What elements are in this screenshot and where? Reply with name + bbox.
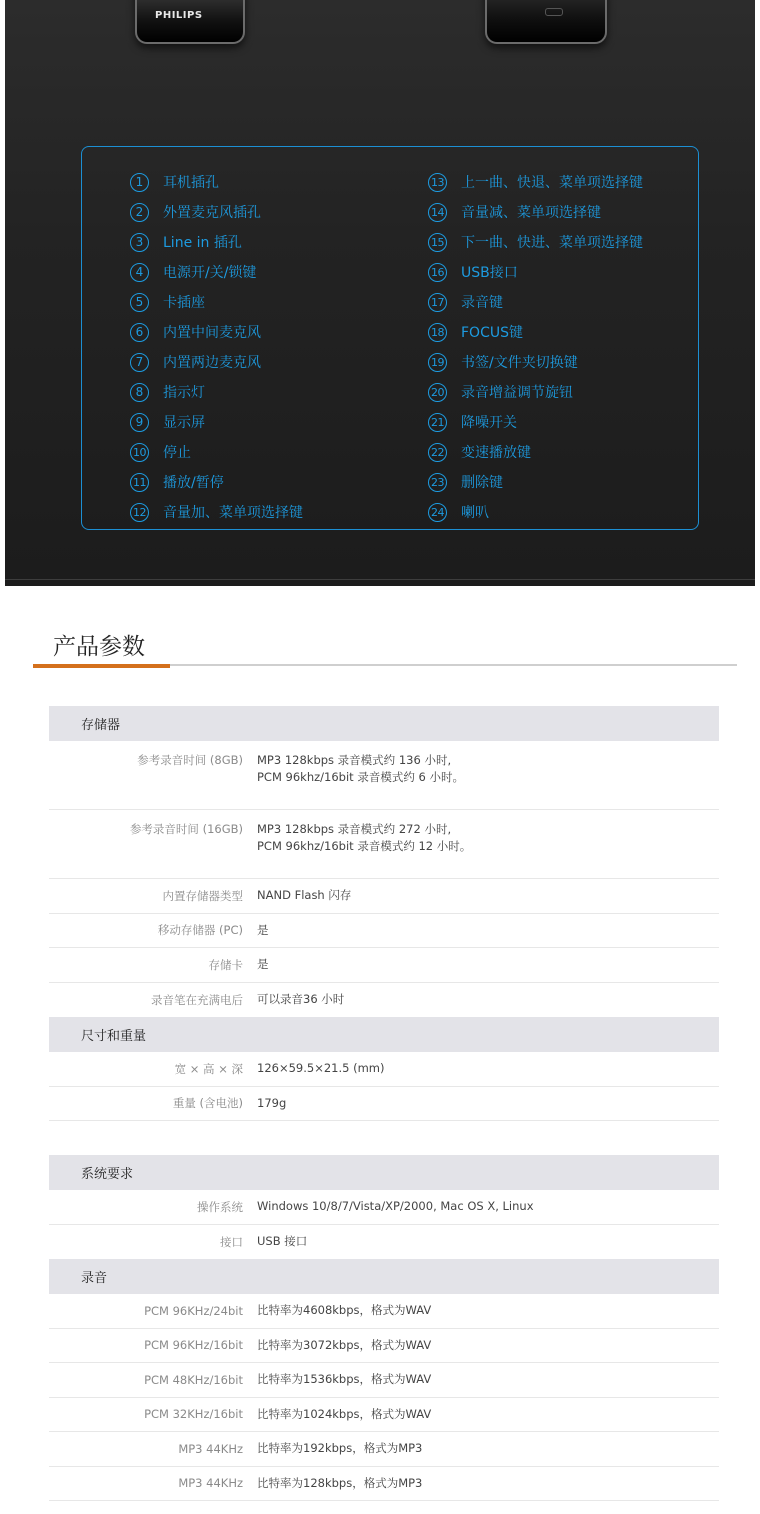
legend-number: 22: [428, 443, 447, 462]
legend-number: 1: [130, 173, 149, 192]
section-spacer: [49, 1121, 719, 1155]
spec-label: 内置存储器类型: [162, 888, 243, 903]
spec-value: 可以录音36 小时: [257, 992, 345, 1007]
legend-label: 下一曲、快进、菜单项选择键: [461, 235, 643, 251]
legend-item: [130, 197, 303, 227]
spec-label: 接口: [220, 1234, 243, 1249]
device-brand-label: PHILIPS: [155, 10, 203, 21]
spec-row: [49, 741, 719, 810]
legend-item: [428, 317, 643, 347]
spec-value: 是: [257, 957, 269, 972]
legend-item: [428, 257, 643, 287]
legend-number: 8: [130, 383, 149, 402]
legend-label: 变速播放键: [461, 445, 531, 461]
legend-number: 19: [428, 353, 447, 372]
legend-item: [428, 407, 643, 437]
spec-value: MP3 128kbps 录音模式约 272 小时, PCM 96khz/16bit 录音模式约 12 小时。: [257, 822, 472, 853]
legend-number: 2: [130, 203, 149, 222]
spec-label: PCM 96KHz/16bit: [144, 1338, 243, 1353]
legend-item: [428, 167, 643, 197]
spec-value: MP3 128kbps 录音模式约 136 小时, PCM 96khz/16bit 录音模式约 6 小时。: [257, 753, 464, 784]
legend-number: 16: [428, 263, 447, 282]
legend-label: FOCUS键: [461, 325, 523, 341]
title-accent-bar: [33, 664, 170, 668]
legend-number: 4: [130, 263, 149, 282]
spec-row: [49, 1190, 719, 1225]
device-port-shape: [545, 8, 563, 16]
legend-item: [428, 227, 643, 257]
spec-row: [49, 983, 719, 1018]
spec-row: [49, 810, 719, 879]
spec-row: [49, 1225, 719, 1260]
legend-label: 音量减、菜单项选择键: [461, 205, 601, 221]
legend-item: [130, 467, 303, 497]
spec-label: 宽 × 高 × 深: [174, 1061, 243, 1076]
legend-number: 5: [130, 293, 149, 312]
spec-row: [49, 1398, 719, 1433]
specs-title: 产品参数: [53, 634, 145, 660]
spec-row: [49, 1052, 719, 1087]
legend-item: [130, 437, 303, 467]
legend-label: 删除键: [461, 475, 503, 491]
legend-column-right: [428, 167, 643, 527]
legend-item: [130, 407, 303, 437]
legend-item: [428, 197, 643, 227]
legend-label: 喇叭: [461, 505, 489, 521]
spec-value: NAND Flash 闪存: [257, 888, 352, 903]
legend-number: 18: [428, 323, 447, 342]
legend-item: [428, 467, 643, 497]
legend-item: [130, 257, 303, 287]
parts-legend: [81, 146, 699, 530]
spec-value: 126×59.5×21.5 (mm): [257, 1061, 385, 1076]
legend-label: 卡插座: [163, 295, 205, 311]
product-diagram-panel: [5, 0, 755, 586]
legend-number: 20: [428, 383, 447, 402]
legend-item: [130, 377, 303, 407]
legend-item: [428, 437, 643, 467]
legend-label: 内置两边麦克风: [163, 355, 261, 371]
legend-label: 书签/文件夹切换键: [461, 355, 578, 371]
spec-label: PCM 32KHz/16bit: [144, 1407, 243, 1422]
legend-number: 24: [428, 503, 447, 522]
spec-value: Windows 10/8/7/Vista/XP/2000, Mac OS X, Linux: [257, 1199, 534, 1214]
spec-label: 移动存储器 (PC): [157, 923, 243, 938]
legend-item: [130, 497, 303, 527]
spec-label: 重量 (含电池): [172, 1096, 243, 1111]
legend-item: [130, 287, 303, 317]
spec-value: 比特率为4608kbps，格式为WAV: [257, 1303, 432, 1318]
legend-number: 9: [130, 413, 149, 432]
legend-label: 指示灯: [163, 385, 205, 401]
legend-number: 17: [428, 293, 447, 312]
spec-row: [49, 879, 719, 914]
legend-item: [130, 347, 303, 377]
legend-label: 电源开/关/锁键: [163, 265, 257, 281]
legend-number: 14: [428, 203, 447, 222]
legend-number: 11: [130, 473, 149, 492]
legend-number: 7: [130, 353, 149, 372]
legend-number: 21: [428, 413, 447, 432]
legend-number: 15: [428, 233, 447, 252]
spec-label: MP3 44KHz: [178, 1476, 243, 1491]
legend-item: [428, 347, 643, 377]
spec-row: [49, 914, 719, 949]
spec-value: 比特率为3072kbps，格式为WAV: [257, 1337, 432, 1352]
legend-label: 上一曲、快退、菜单项选择键: [461, 175, 643, 191]
legend-label: 内置中间麦克风: [163, 325, 261, 341]
legend-number: 6: [130, 323, 149, 342]
spec-value: 比特率为1024kbps，格式为WAV: [257, 1406, 432, 1421]
legend-label: 降噪开关: [461, 415, 517, 431]
recorder-front-image: [135, 0, 245, 44]
legend-label: 录音键: [461, 295, 503, 311]
legend-label: 播放/暂停: [163, 475, 224, 491]
spec-row: [49, 1363, 719, 1398]
spec-value: 比特率为192kbps，格式为MP3: [257, 1441, 423, 1456]
legend-label: 显示屏: [163, 415, 205, 431]
spec-label: PCM 96KHz/24bit: [144, 1303, 243, 1318]
legend-label: USB接口: [461, 265, 518, 281]
legend-item: [130, 317, 303, 347]
panel-divider: [5, 579, 755, 580]
legend-label: 外置麦克风插孔: [163, 205, 261, 221]
section-header-recording: 录音: [49, 1259, 719, 1294]
spec-value: 比特率为1536kbps，格式为WAV: [257, 1372, 432, 1387]
recorder-back-image: [485, 0, 607, 44]
section-header-storage: 存储器: [49, 706, 719, 741]
legend-label: 录音增益调节旋钮: [461, 385, 573, 401]
section-header-size: 尺寸和重量: [49, 1017, 719, 1052]
legend-column-left: [130, 167, 303, 527]
spec-row: [49, 1329, 719, 1364]
spec-row: [49, 948, 719, 983]
spec-value: 179g: [257, 1095, 287, 1110]
spec-label: 存储卡: [208, 957, 243, 972]
spec-label: MP3 44KHz: [178, 1441, 243, 1456]
legend-number: 3: [130, 233, 149, 252]
spec-label: 操作系统: [197, 1199, 243, 1214]
spec-row: [49, 1294, 719, 1329]
legend-number: 13: [428, 173, 447, 192]
spec-label: 参考录音时间 (16GB): [129, 822, 243, 836]
spec-row: [49, 1432, 719, 1467]
spec-table: [49, 706, 719, 1501]
spec-row: [49, 1467, 719, 1502]
legend-number: 12: [130, 503, 149, 522]
legend-label: Line in 插孔: [163, 235, 242, 251]
legend-label: 耳机插孔: [163, 175, 219, 191]
legend-number: 23: [428, 473, 447, 492]
legend-item: [130, 167, 303, 197]
spec-value: 比特率为128kbps，格式为MP3: [257, 1475, 423, 1490]
spec-row: [49, 1087, 719, 1122]
legend-item: [428, 377, 643, 407]
spec-label: PCM 48KHz/16bit: [144, 1372, 243, 1387]
legend-label: 音量加、菜单项选择键: [163, 505, 303, 521]
legend-label: 停止: [163, 445, 191, 461]
legend-item: [428, 287, 643, 317]
spec-label: 参考录音时间 (8GB): [137, 753, 243, 767]
legend-item: [130, 227, 303, 257]
spec-value: USB 接口: [257, 1234, 308, 1249]
section-header-system: 系统要求: [49, 1155, 719, 1190]
spec-value: 是: [257, 922, 269, 937]
legend-number: 10: [130, 443, 149, 462]
legend-item: [428, 497, 643, 527]
spec-label: 录音笔在充满电后: [151, 992, 243, 1007]
